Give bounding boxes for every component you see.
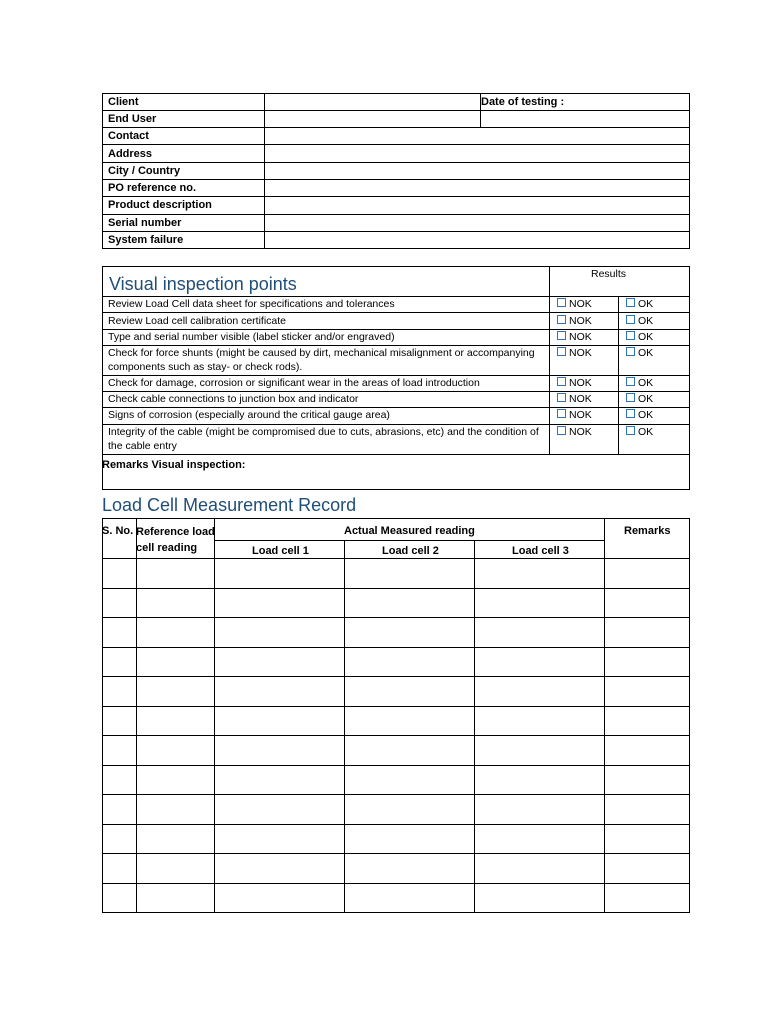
remarks-cell[interactable] — [605, 677, 689, 706]
load-cell-2-cell[interactable] — [345, 648, 474, 676]
reference-reading-cell[interactable] — [137, 589, 214, 617]
inspection-item-8: Integrity of the cable (might be compromised due to cuts, abrasions, etc) and the condition of the cable entry — [108, 426, 539, 452]
load-cell-2-cell[interactable] — [345, 736, 474, 765]
load-cell-2-cell[interactable] — [345, 589, 474, 617]
sno-cell[interactable] — [103, 795, 136, 824]
reference-reading-cell[interactable] — [137, 854, 214, 883]
nok-checkbox[interactable]: NOK — [557, 314, 592, 328]
label-date-of-testing: Date of testing : — [481, 96, 565, 108]
header-actual-measured: Actual Measured reading — [344, 525, 475, 537]
reference-reading-cell[interactable] — [137, 795, 214, 824]
remarks-cell[interactable] — [605, 618, 689, 647]
measurement-record-title: Load Cell Measurement Record — [102, 495, 357, 515]
sno-cell[interactable] — [103, 854, 136, 883]
load-cell-1-cell[interactable] — [215, 795, 344, 824]
load-cell-3-cell[interactable] — [475, 589, 604, 617]
label-end-user: End User — [108, 113, 157, 125]
ok-checkbox[interactable]: OK — [626, 314, 653, 328]
load-cell-1-cell[interactable] — [215, 677, 344, 706]
remarks-cell[interactable] — [605, 707, 689, 735]
results-header: Results — [591, 268, 627, 280]
remarks-cell[interactable] — [605, 766, 689, 794]
nok-checkbox[interactable]: NOK — [557, 425, 592, 439]
label-product-description: Product description — [108, 199, 212, 211]
header-load-cell-3: Load cell 3 — [512, 545, 569, 557]
header-reference: Reference load cell reading — [136, 526, 215, 554]
load-cell-2-cell[interactable] — [345, 707, 474, 735]
load-cell-3-cell[interactable] — [475, 766, 604, 794]
sno-cell[interactable] — [103, 589, 136, 617]
nok-checkbox[interactable]: NOK — [557, 408, 592, 422]
load-cell-1-cell[interactable] — [215, 736, 344, 765]
remarks-cell[interactable] — [605, 736, 689, 765]
header-load-cell-2: Load cell 2 — [382, 545, 439, 557]
inspection-item-1: Review Load Cell data sheet for specifications and tolerances — [108, 298, 395, 310]
sno-cell[interactable] — [103, 648, 136, 676]
load-cell-1-cell[interactable] — [215, 884, 344, 912]
load-cell-2-cell[interactable] — [345, 884, 474, 912]
inspection-item-2: Review Load cell calibration certificate — [108, 315, 287, 327]
ok-checkbox[interactable]: OK — [626, 330, 653, 344]
remarks-cell[interactable] — [605, 589, 689, 617]
load-cell-3-cell[interactable] — [475, 559, 604, 588]
remarks-cell[interactable] — [605, 854, 689, 883]
visual-inspection-title: Visual inspection points — [109, 274, 297, 294]
inspection-item-4: Check for force shunts (might be caused by dirt, mechanical misalignment or accompanying components such as stay- or check rods). — [108, 347, 535, 373]
label-system-failure: System failure — [108, 234, 184, 246]
ok-checkbox[interactable]: OK — [626, 376, 653, 390]
reference-reading-cell[interactable] — [137, 559, 214, 588]
sno-cell[interactable] — [103, 707, 136, 735]
remarks-cell[interactable] — [605, 795, 689, 824]
sno-cell[interactable] — [103, 766, 136, 794]
load-cell-1-cell[interactable] — [215, 854, 344, 883]
header-sno: S. No. — [102, 525, 134, 537]
remarks-cell[interactable] — [605, 825, 689, 853]
nok-checkbox[interactable]: NOK — [557, 392, 592, 406]
label-contact: Contact — [108, 130, 149, 142]
remarks-cell[interactable] — [605, 648, 689, 676]
label-po-reference: PO reference no. — [108, 182, 197, 194]
label-client: Client — [108, 96, 139, 108]
load-cell-3-cell[interactable] — [475, 618, 604, 647]
load-cell-3-cell[interactable] — [475, 825, 604, 853]
load-cell-2-cell[interactable] — [345, 618, 474, 647]
ok-checkbox[interactable]: OK — [626, 297, 653, 311]
reference-reading-cell[interactable] — [137, 736, 214, 765]
ok-checkbox[interactable]: OK — [626, 425, 653, 439]
sno-cell[interactable] — [103, 884, 136, 912]
sno-cell[interactable] — [103, 559, 136, 588]
ok-checkbox[interactable]: OK — [626, 408, 653, 422]
reference-reading-cell[interactable] — [137, 648, 214, 676]
nok-checkbox[interactable]: NOK — [557, 376, 592, 390]
load-cell-2-cell[interactable] — [345, 766, 474, 794]
load-cell-1-cell[interactable] — [215, 648, 344, 676]
remarks-cell[interactable] — [605, 559, 689, 588]
label-serial-number: Serial number — [108, 217, 182, 229]
load-cell-1-cell[interactable] — [215, 589, 344, 617]
load-cell-3-cell[interactable] — [475, 677, 604, 706]
load-cell-2-cell[interactable] — [345, 825, 474, 853]
header-load-cell-1: Load cell 1 — [252, 545, 309, 557]
reference-reading-cell[interactable] — [137, 884, 214, 912]
load-cell-2-cell[interactable] — [345, 677, 474, 706]
label-city-country: City / Country — [108, 165, 181, 177]
load-cell-3-cell[interactable] — [475, 884, 604, 912]
nok-checkbox[interactable]: NOK — [557, 330, 592, 344]
sno-cell[interactable] — [103, 736, 136, 765]
reference-reading-cell[interactable] — [137, 707, 214, 735]
load-cell-1-cell[interactable] — [215, 707, 344, 735]
ok-checkbox[interactable]: OK — [626, 346, 653, 360]
load-cell-3-cell[interactable] — [475, 648, 604, 676]
load-cell-1-cell[interactable] — [215, 825, 344, 853]
ok-checkbox[interactable]: OK — [626, 392, 653, 406]
header-remarks: Remarks — [624, 525, 671, 537]
nok-checkbox[interactable]: NOK — [557, 297, 592, 311]
remarks-visual-inspection-label: Remarks Visual inspection: — [102, 459, 246, 471]
load-cell-3-cell[interactable] — [475, 795, 604, 824]
nok-checkbox[interactable]: NOK — [557, 346, 592, 360]
inspection-item-6: Check cable connections to junction box and indicator — [108, 393, 359, 405]
label-address: Address — [108, 148, 153, 160]
load-cell-2-cell[interactable] — [345, 559, 474, 588]
remarks-cell[interactable] — [605, 884, 689, 912]
reference-reading-cell[interactable] — [137, 618, 214, 647]
load-cell-2-cell[interactable] — [345, 795, 474, 824]
load-cell-3-cell[interactable] — [475, 854, 604, 883]
inspection-item-5: Check for damage, corrosion or significant wear in the areas of load introduction — [108, 377, 480, 389]
load-cell-1-cell[interactable] — [215, 766, 344, 794]
load-cell-3-cell[interactable] — [475, 707, 604, 735]
load-cell-1-cell[interactable] — [215, 559, 344, 588]
reference-reading-cell[interactable] — [137, 825, 214, 853]
sno-cell[interactable] — [103, 677, 136, 706]
sno-cell[interactable] — [103, 618, 136, 647]
reference-reading-cell[interactable] — [137, 766, 214, 794]
load-cell-1-cell[interactable] — [215, 618, 344, 647]
load-cell-3-cell[interactable] — [475, 736, 604, 765]
sno-cell[interactable] — [103, 825, 136, 853]
reference-reading-cell[interactable] — [137, 677, 214, 706]
inspection-item-3: Type and serial number visible (label sticker and/or engraved) — [108, 331, 395, 343]
inspection-item-7: Signs of corrosion (especially around the critical gauge area) — [108, 409, 390, 421]
load-cell-2-cell[interactable] — [345, 854, 474, 883]
